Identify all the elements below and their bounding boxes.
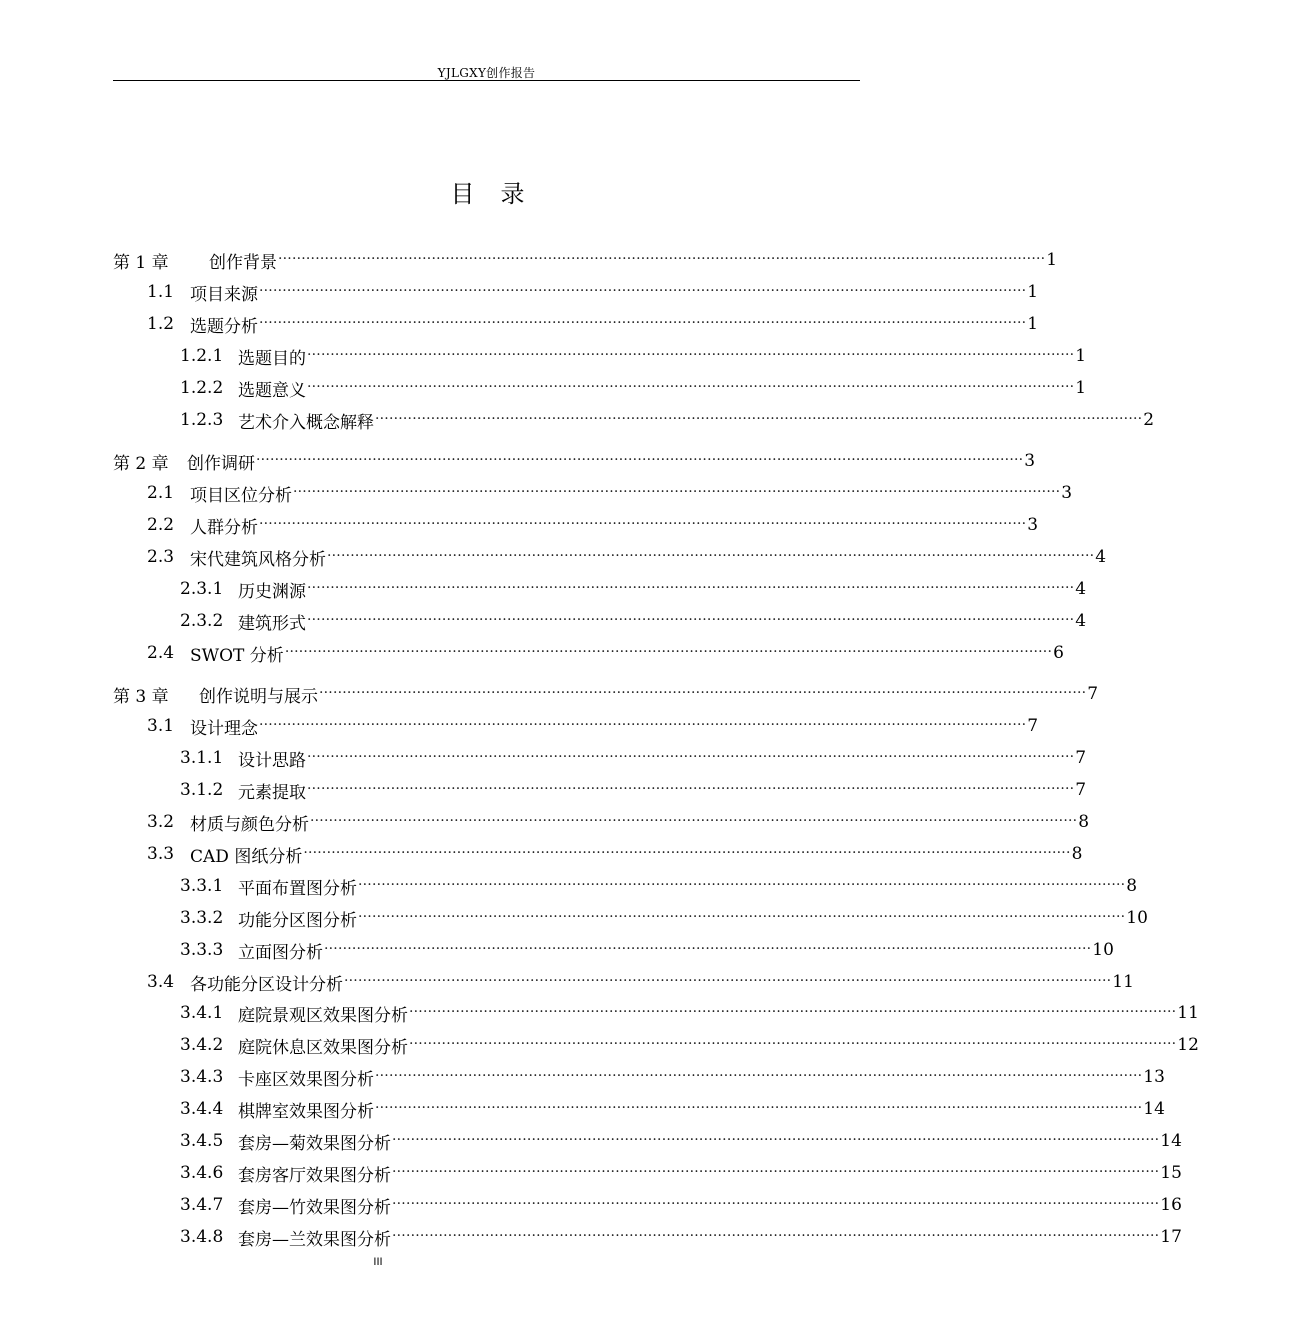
toc-entry-3-4-1[interactable] [0,1000,1199,1026]
toc-entry-text: 项目区位分析 [190,485,292,506]
toc-entry-number: 3.4.8 [180,1227,224,1247]
toc-entry-page: 3 [1027,515,1039,535]
toc-entry-text: 套房客厅效果图分析 [238,1165,391,1186]
toc-entry-number: 第 3 章 [113,686,169,707]
dot-leader: ····································································································································································· [392,1228,1160,1244]
toc-entry-text: 选题目的 [238,348,306,369]
toc-entry-text: 平面布置图分析 [238,878,357,899]
dot-leader: ····································································································································································· [358,909,1126,925]
toc-entry-3-3-1[interactable] [0,873,1138,899]
toc-entry-2-3[interactable] [0,544,1107,570]
dot-leader: ····································································································································································· [392,1196,1160,1212]
toc-entry-number: 3.3.1 [180,876,224,896]
toc-entry-page: 11 [1177,1003,1199,1023]
toc-entry-number: 1.2.2 [180,378,224,398]
toc-entry-1-2-2[interactable] [0,375,1087,401]
toc-entry-page: 2 [1143,410,1155,430]
toc-entry-page: 3 [1024,451,1036,471]
toc-entry-page: 17 [1160,1227,1182,1247]
toc-entry-3-2[interactable] [0,809,1090,835]
toc-entry-page: 10 [1092,940,1114,960]
dot-leader: ····································································································································································· [310,813,1078,829]
toc-entry-chapter-3[interactable] [0,681,1099,707]
toc-entry-page: 11 [1112,972,1134,992]
toc-entry-page: 1 [1075,378,1087,398]
toc-entry-chapter-2[interactable] [0,448,1036,474]
toc-entry-text: 宋代建筑风格分析 [190,549,326,570]
toc-entry-page: 14 [1143,1099,1165,1119]
toc-title-part1: 目 [450,180,475,208]
toc-entry-text: 庭院景观区效果图分析 [238,1005,408,1026]
toc-entry-text: 建筑形式 [238,613,306,634]
dot-leader: ····································································································································································· [307,781,1075,797]
toc-entry-number: 3.4.6 [180,1163,224,1183]
toc-entry-page: 10 [1126,908,1148,928]
toc-entry-3-1-1[interactable] [0,745,1087,771]
toc-entry-3-4-2[interactable] [0,1032,1199,1058]
dot-leader: ····································································································································································· [307,749,1075,765]
toc-entry-number: 3.3.3 [180,940,224,960]
toc-entry-number: 3.4.7 [180,1195,224,1215]
dot-leader: ····································································································································································· [375,1100,1143,1116]
toc-entry-3-3-2[interactable] [0,905,1148,931]
toc-entry-3-1[interactable] [0,713,1039,739]
toc-entry-1-1[interactable] [0,279,1039,305]
toc-entry-2-1[interactable] [0,480,1073,506]
toc-entry-3-4-8[interactable] [0,1224,1182,1250]
toc-entry-number: 3.4 [147,972,175,992]
toc-entry-text: 设计理念 [190,718,258,739]
toc-entry-number: 1.2.3 [180,410,224,430]
toc-entry-page: 7 [1075,748,1087,768]
toc-entry-text: 创作说明与展示 [199,686,318,707]
toc-entry-number: 3.1.2 [180,780,224,800]
toc-entry-page: 8 [1126,876,1138,896]
toc-entry-number: 3.3 [147,844,175,864]
dot-leader: ····································································································································································· [409,1004,1177,1020]
toc-entry-text: 材质与颜色分析 [190,814,309,835]
dot-leader: ····································································································································································· [344,973,1112,989]
toc-entry-text: 套房—菊效果图分析 [238,1133,391,1154]
toc-entry-page: 1 [1046,250,1058,270]
dot-leader: ····································································································································································· [259,315,1027,331]
page-number: III [373,1256,383,1268]
toc-entry-text: 套房—兰效果图分析 [238,1229,391,1250]
toc-entry-3-4-5[interactable] [0,1128,1182,1154]
toc-entry-text: 选题分析 [190,316,258,337]
toc-entry-text: 庭院休息区效果图分析 [238,1037,408,1058]
dot-leader: ····································································································································································· [259,283,1027,299]
toc-entry-number: 第 2 章 [113,453,169,474]
toc-entry-number: 2.3 [147,547,175,567]
dot-leader: ····································································································································································· [303,845,1071,861]
toc-entry-3-4-6[interactable] [0,1160,1182,1186]
toc-entry-page: 7 [1075,780,1087,800]
toc-entry-text: 项目来源 [190,284,258,305]
toc-entry-number: 第 1 章 [113,252,169,273]
toc-entry-text: 棋牌室效果图分析 [238,1101,374,1122]
toc-entry-page: 15 [1160,1163,1182,1183]
toc-entry-page: 3 [1061,483,1073,503]
dot-leader: ····································································································································································· [375,1068,1143,1084]
dot-leader: ····································································································································································· [375,411,1143,427]
toc-entry-number: 1.2 [147,314,175,334]
toc-entry-number: 3.4.5 [180,1131,224,1151]
toc-entry-page: 8 [1071,844,1083,864]
toc-entry-1-2-3[interactable] [0,407,1155,433]
dot-leader: ····································································································································································· [284,644,1053,660]
dot-leader: ····································································································································································· [324,941,1092,957]
toc-entry-text: SWOT 分析 [190,645,284,666]
toc-entry-page: 4 [1075,579,1087,599]
toc-entry-3-4[interactable] [0,969,1134,995]
toc-entry-page: 1 [1027,314,1039,334]
toc-entry-number: 3.3.2 [180,908,224,928]
toc-entry-page: 4 [1095,547,1107,567]
running-header: YJLGXY创作报告 [437,66,536,80]
dot-leader: ····································································································································································· [278,251,1046,267]
toc-entry-2-3-1[interactable] [0,576,1087,602]
toc-entry-number: 2.3.1 [180,579,224,599]
dot-leader: ····································································································································································· [307,612,1075,628]
dot-leader: ····································································································································································· [358,877,1126,893]
toc-entry-page: 13 [1143,1067,1165,1087]
dot-leader: ····································································································································································· [307,347,1075,363]
toc-entry-page: 1 [1075,346,1087,366]
toc-entry-text: 创作背景 [209,252,277,273]
toc-entry-number: 3.4.4 [180,1099,224,1119]
dot-leader: ····································································································································································· [409,1036,1177,1052]
toc-entry-number: 3.4.1 [180,1003,224,1023]
toc-entry-text: 设计思路 [238,750,306,771]
toc-entry-number: 3.2 [147,812,175,832]
toc-entry-page: 7 [1027,716,1039,736]
toc-entry-number: 3.4.2 [180,1035,224,1055]
dot-leader: ····································································································································································· [392,1164,1160,1180]
dot-leader: ····································································································································································· [307,580,1075,596]
toc-entry-page: 4 [1075,611,1087,631]
toc-entry-text: CAD 图纸分析 [190,846,303,867]
dot-leader: ····································································································································································· [293,484,1061,500]
toc-entry-text: 元素提取 [238,782,306,803]
dot-leader: ····································································································································································· [256,452,1024,468]
dot-leader: ····································································································································································· [259,516,1027,532]
toc-entry-3-1-2[interactable] [0,777,1087,803]
dot-leader: ····································································································································································· [392,1132,1160,1148]
toc-entry-2-4[interactable] [0,640,1064,666]
toc-entry-text: 立面图分析 [238,942,323,963]
toc-entry-text: 人群分析 [190,517,258,538]
toc-entry-page: 7 [1087,684,1099,704]
toc-entry-page: 14 [1160,1131,1182,1151]
toc-entry-1-2[interactable] [0,311,1039,337]
toc-entry-3-4-3[interactable] [0,1064,1165,1090]
toc-entry-page: 16 [1160,1195,1182,1215]
toc-entry-text: 套房—竹效果图分析 [238,1197,391,1218]
toc-entry-text: 选题意义 [238,380,306,401]
toc-entry-number: 3.1.1 [180,748,224,768]
toc-entry-text: 艺术介入概念解释 [238,412,374,433]
toc-entry-number: 1.1 [147,282,175,302]
toc-entry-number: 2.3.2 [180,611,224,631]
toc-entry-page: 12 [1177,1035,1199,1055]
toc-entry-3-3-3[interactable] [0,937,1114,963]
dot-leader: ····································································································································································· [307,379,1075,395]
toc-title-part2: 录 [500,180,525,208]
toc-entry-number: 3.4.3 [180,1067,224,1087]
toc-entry-chapter-1[interactable] [0,247,1058,273]
toc-entry-1-2-1[interactable] [0,343,1087,369]
toc-entry-text: 卡座区效果图分析 [238,1069,374,1090]
dot-leader: ····································································································································································· [319,685,1087,701]
toc-entry-2-2[interactable] [0,512,1039,538]
toc-entry-text: 各功能分区设计分析 [190,974,343,995]
toc-entry-number: 3.1 [147,716,175,736]
toc-entry-number: 2.1 [147,483,175,503]
toc-entry-3-4-7[interactable] [0,1192,1182,1218]
dot-leader: ····································································································································································· [327,548,1095,564]
toc-entry-2-3-2[interactable] [0,608,1087,634]
toc-entry-page: 1 [1027,282,1039,302]
dot-leader: ····································································································································································· [259,717,1027,733]
toc-entry-3-4-4[interactable] [0,1096,1165,1122]
toc-entry-text: 创作调研 [187,453,255,474]
toc-entry-text: 功能分区图分析 [238,910,357,931]
toc-entry-text: 历史渊源 [238,581,306,602]
toc-entry-3-3[interactable] [0,841,1083,867]
toc-entry-number: 1.2.1 [180,346,224,366]
toc-entry-number: 2.4 [147,643,175,663]
toc-entry-page: 8 [1078,812,1090,832]
toc-entry-page: 6 [1053,643,1064,663]
toc-entry-number: 2.2 [147,515,175,535]
